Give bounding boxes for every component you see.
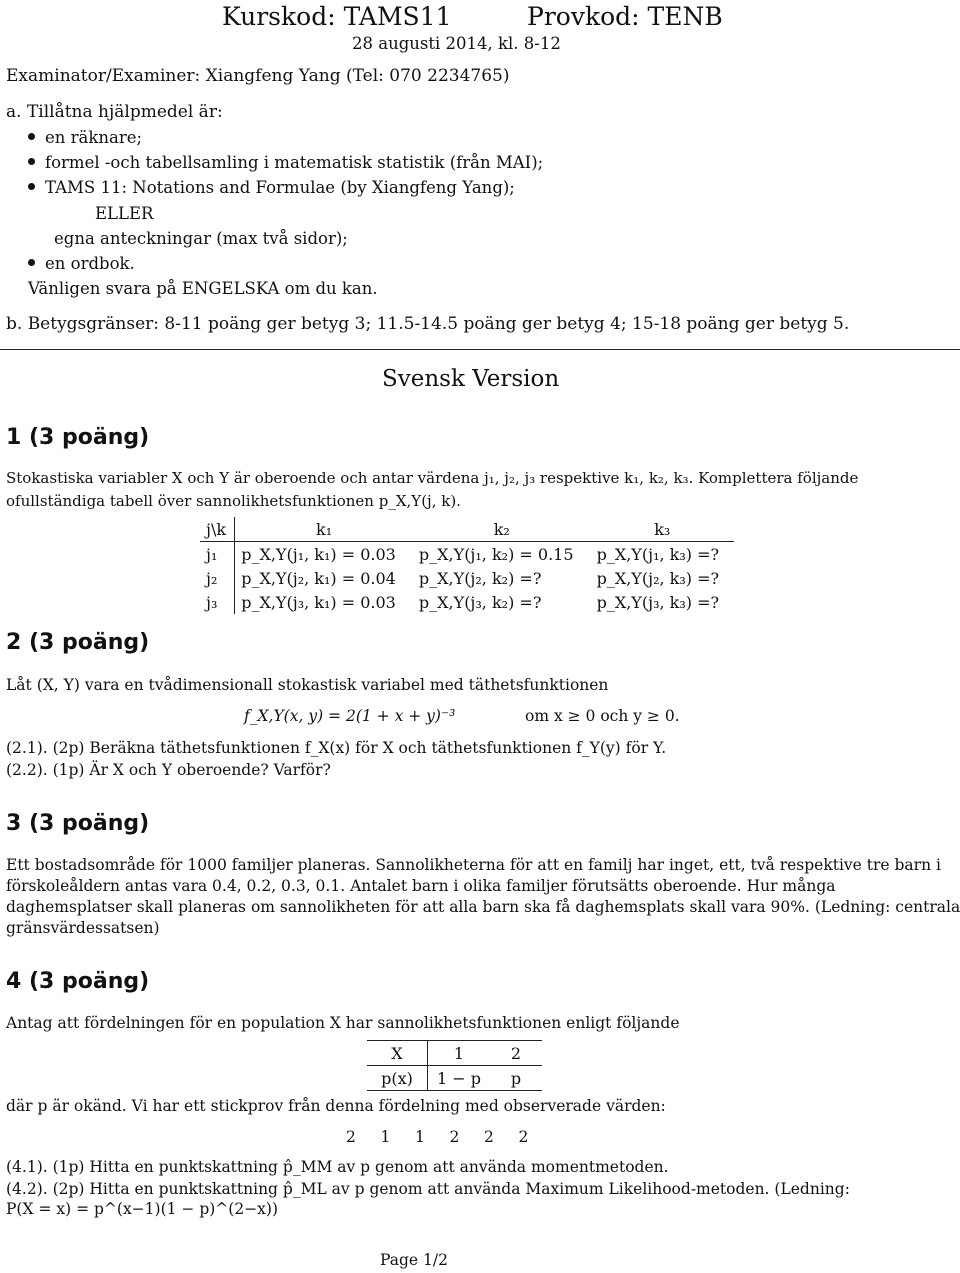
table-cell: 1 [428,1041,491,1066]
aid-item [28,254,135,273]
q2-part2: (2.2). (1p) Är X och Y oberoende? Varför? [6,761,331,779]
aids-intro: a. Tillåtna hjälpmedel är: [6,102,223,122]
q4-sample: 2 1 1 2 2 2 [346,1128,529,1146]
q3-line: förskoleåldern antas vara 0.4, 0.2, 0.3, 0.1. Antalet barn i olika familjer förutsätts oberoende. Hur många [6,877,836,895]
table-cell: p_X,Y(j₂, k₂) =? [418,568,542,588]
q1-heading: 1 (3 poäng) [6,425,150,450]
bullet-icon [28,183,35,190]
course-code: Kurskod: TAMS11 [222,2,452,31]
bullet-icon [28,133,35,140]
q3-line: daghemsplatser skall planeras om sannolikheten för att alla barn ska få daghemsplats skall vara 90%. (Ledning: centrala [6,898,960,916]
col-header: k₁ [235,517,413,542]
or-label: ELLER [95,204,154,223]
aid-item-label: formel -och tabellsamling i matematisk statistik (från MAI); [45,153,544,172]
table-cell: p_X,Y(j₃, k₁) = 0.03 [241,592,396,612]
aid-item-label: en räknare; [45,128,143,147]
q4-heading: 4 (3 poäng) [6,969,150,994]
row-header: j₁ [200,542,235,567]
q4-text2: där p är okänd. Vi har ett stickprov från denna fördelning med observerade värden: [6,1097,666,1115]
bullet-icon [28,259,35,266]
aid-item [28,128,142,147]
table-cell: p_X,Y(j₃, k₂) =? [418,592,542,612]
row-header: j₃ [200,590,235,614]
table-row [367,1066,542,1091]
aid-item-label: en ordbok. [45,254,135,273]
q2-text: Låt (X, Y) vara en tvådimensionall stokastisk variabel med täthetsfunktionen [6,676,609,694]
q2-heading: 2 (3 poäng) [6,630,150,655]
exam-date: 28 augusti 2014, kl. 8-12 [352,34,561,53]
q3-heading: 3 (3 poäng) [6,811,150,836]
table-cell: p_X,Y(j₁, k₃) =? [596,544,720,564]
q4-part2: (4.2). (2p) Hitta en punktskattning p̂_ML av p genom att använda Maximum Likelihood-metoden. (Ledning: [6,1180,850,1198]
page-number: Page 1/2 [380,1251,448,1269]
prob-table [200,517,734,614]
aid-item [28,153,543,172]
table-cell: p_X,Y(j₁, k₁) = 0.03 [241,544,396,564]
q2-formula: f_X,Y(x, y) = 2(1 + x + y)⁻³ [244,707,456,725]
version-title: Svensk Version [382,366,560,392]
table-cell: 2 [490,1041,542,1066]
q3-line: gränsvärdessatsen) [6,919,160,937]
grade-limits: b. Betygsgränser: 8-11 poäng ger betyg 3; 11.5-14.5 poäng ger betyg 4; 15-18 poäng ger betyg 5. [6,314,850,334]
q1-text-line2: ofullständiga tabell över sannolikhetsfunktionen p_X,Y(j, k). [6,492,461,510]
q2-part1: (2.1). (2p) Beräkna täthetsfunktionen f_X(x) för X och täthetsfunktionen f_Y(y) för Y. [6,739,667,757]
table-corner: j\k [200,517,235,542]
table-row [367,1041,542,1066]
q2-condition: om x ≥ 0 och y ≥ 0. [525,707,680,725]
bullet-icon [28,158,35,165]
q4-text: Antag att fördelningen för en population X har sannolikhetsfunktionen enligt följande [6,1014,680,1032]
q1-text-line1: Stokastiska variabler X och Y är oberoende och antar värdena j₁, j₂, j₃ respektive k₁, k₂, k₃. Komplettera följande [6,469,859,487]
examiner: Examinator/Examiner: Xiangfeng Yang (Tel: 070 2234765) [6,66,510,86]
table-cell: p_X,Y(j₁, k₂) = 0.15 [418,544,574,564]
table-cell: p(x) [367,1066,428,1091]
notes-item: egna anteckningar (max två sidor); [54,229,348,248]
row-header: j₂ [200,566,235,590]
table-cell: p_X,Y(j₃, k₃) =? [596,592,720,612]
distribution-table [367,1040,542,1091]
table-header-row [200,517,734,542]
q4-part1: (4.1). (1p) Hitta en punktskattning p̂_MM av p genom att använda momentmetoden. [6,1158,669,1176]
col-header: k₃ [591,517,734,542]
table-row [200,542,734,567]
table-cell: 1 − p [437,1068,481,1088]
english-note: Vänligen svara på ENGELSKA om du kan. [28,279,378,298]
table-cell: p_X,Y(j₂, k₁) = 0.04 [241,568,396,588]
aid-item-label: TAMS 11: Notations and Formulae (by Xiangfeng Yang); [45,178,515,197]
aid-item [28,178,515,197]
table-cell: p [510,1068,522,1088]
table-cell: p_X,Y(j₂, k₃) =? [596,568,720,588]
q4-part2-hint: P(X = x) = p^(x−1)(1 − p)^(2−x)) [6,1200,279,1218]
table-cell: X [367,1041,428,1066]
divider [0,349,960,350]
exam-code: Provkod: TENB [527,2,723,31]
q3-line: Ett bostadsområde för 1000 familjer planeras. Sannolikheterna för att en familj har inget, ett, två respektive tre barn i [6,856,941,874]
table-row [200,566,734,590]
table-row [200,590,734,614]
col-header: k₂ [413,517,591,542]
